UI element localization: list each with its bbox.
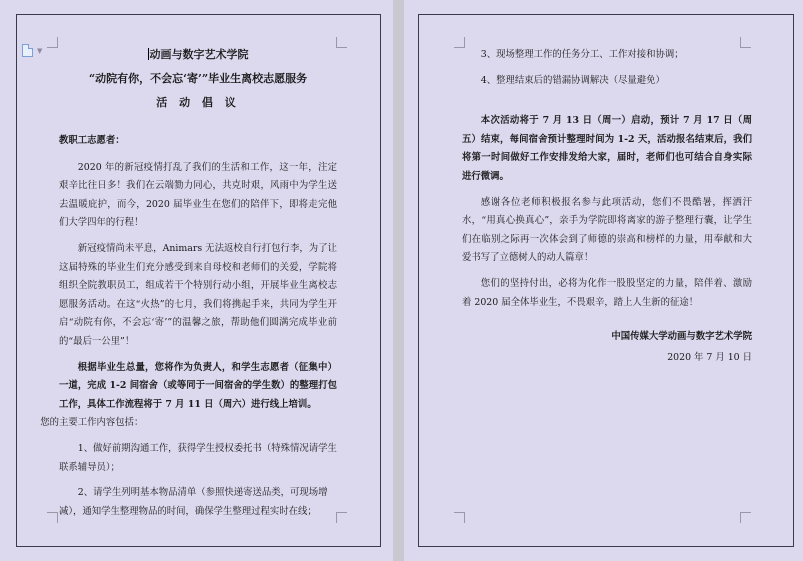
page-title xyxy=(59,46,337,64)
list-item: 2、请学生列明基本物品清单（参照快递寄送品类，可现场增减），通知学生整理物品的时间，确保学生整理过程实时在线； xyxy=(59,487,328,517)
title-text: 动画与数字艺术学院 xyxy=(149,48,249,61)
paragraph-3 xyxy=(40,359,337,433)
schedule-paragraph: 本次活动将于 7 月 13 日（周一）启动，预计 7 月 17 日（周五）结束，每间宿舍预计整理时间为 1-2 天，活动报名结束后，我们将第一时间做好工作安排发给大家，届时，老师们也可结合自身实际进行微调。 xyxy=(462,115,752,182)
crop-mark xyxy=(47,37,58,48)
text-cursor xyxy=(148,48,149,60)
chevron-down-icon[interactable]: ▼ xyxy=(37,47,43,55)
page-1-content[interactable] xyxy=(40,46,337,528)
closing-paragraph: 您们的坚持付出，必将为化作一股股坚定的力量，陪伴着、激励着 2020 届全体毕业生，不畏艰辛，踏上人生新的征途！ xyxy=(462,277,752,308)
document-icon[interactable] xyxy=(22,44,33,57)
crop-mark xyxy=(336,512,347,523)
list-item: 4、整理结束后的错漏协调解决（尽量避免） xyxy=(480,74,665,86)
date: 2020 年 7 月 10 日 xyxy=(667,351,752,363)
signature: 中国传媒大学动画与数字艺术学院 xyxy=(611,331,752,343)
greeting: 教职工志愿者： xyxy=(59,135,125,146)
paragraph-1: 2020 年的新冠疫情打乱了我们的生活和工作，这一年，注定艰辛比往日多！我们在云端勠力同心，共克时艰，风雨中为学生送去温暖庇护，而今，2020 届毕业生在您们的陪伴下，即将走完他们大学四年的行程！ xyxy=(59,161,337,229)
page-gap xyxy=(393,0,404,561)
crop-mark xyxy=(47,512,58,523)
crop-mark xyxy=(454,512,465,523)
page-2-content[interactable] xyxy=(462,46,752,367)
paragraph-2: 新冠疫情尚未平息，Animars 无法返校自行打包行李，为了让这届特殊的毕业生们充分感受到来自母校和老师们的关爱，学院将组织全院教职员工，组成若干个特别行动小组，开展毕业生离校志愿服务活动。在这“火热”的七月，我们将携起手来，共同为学生开启“动院有你，不会忘‘寄’”的温馨之旅，帮助他们圆满完成毕业前的“最后一公里”！ xyxy=(59,242,337,347)
list-item: 3、现场整理工作的任务分工、工作对接和协调； xyxy=(480,49,684,60)
crop-mark xyxy=(740,512,751,523)
document-page-1[interactable] xyxy=(0,0,393,561)
paragraph-3-bold: 根据毕业生总量，您将作为负责人，和学生志愿者（征集中）一道，完成 1-2 间宿舍（或等同于一间宿舍的学生数）的整理打包工作，具体工作流程将于 7 月 11 日（周六）进行线上培训。 xyxy=(59,361,337,410)
list-item: 1、做好前期沟通工作，获得学生授权委托书（特殊情况请学生联系辅导员）； xyxy=(59,442,337,473)
paragraph-3-rest: 您的主要工作内容包括： xyxy=(40,417,144,429)
page-heading: 活 动 倡 议 xyxy=(156,96,240,109)
thanks-paragraph: 感谢各位老师积极报名参与此项活动，您们不畏酷暑，挥洒汗水，“用真心换真心”，亲手为学院即将离家的游子整理行囊，让学生们在临别之际再一次体会到了师德的崇高和榜样的力量，用奉献和大爱书写了立德树人的动人篇章！ xyxy=(462,196,752,264)
page-subtitle: “动院有你，不会忘‘寄’”毕业生离校志愿服务 xyxy=(88,72,308,85)
crop-mark xyxy=(336,37,347,48)
